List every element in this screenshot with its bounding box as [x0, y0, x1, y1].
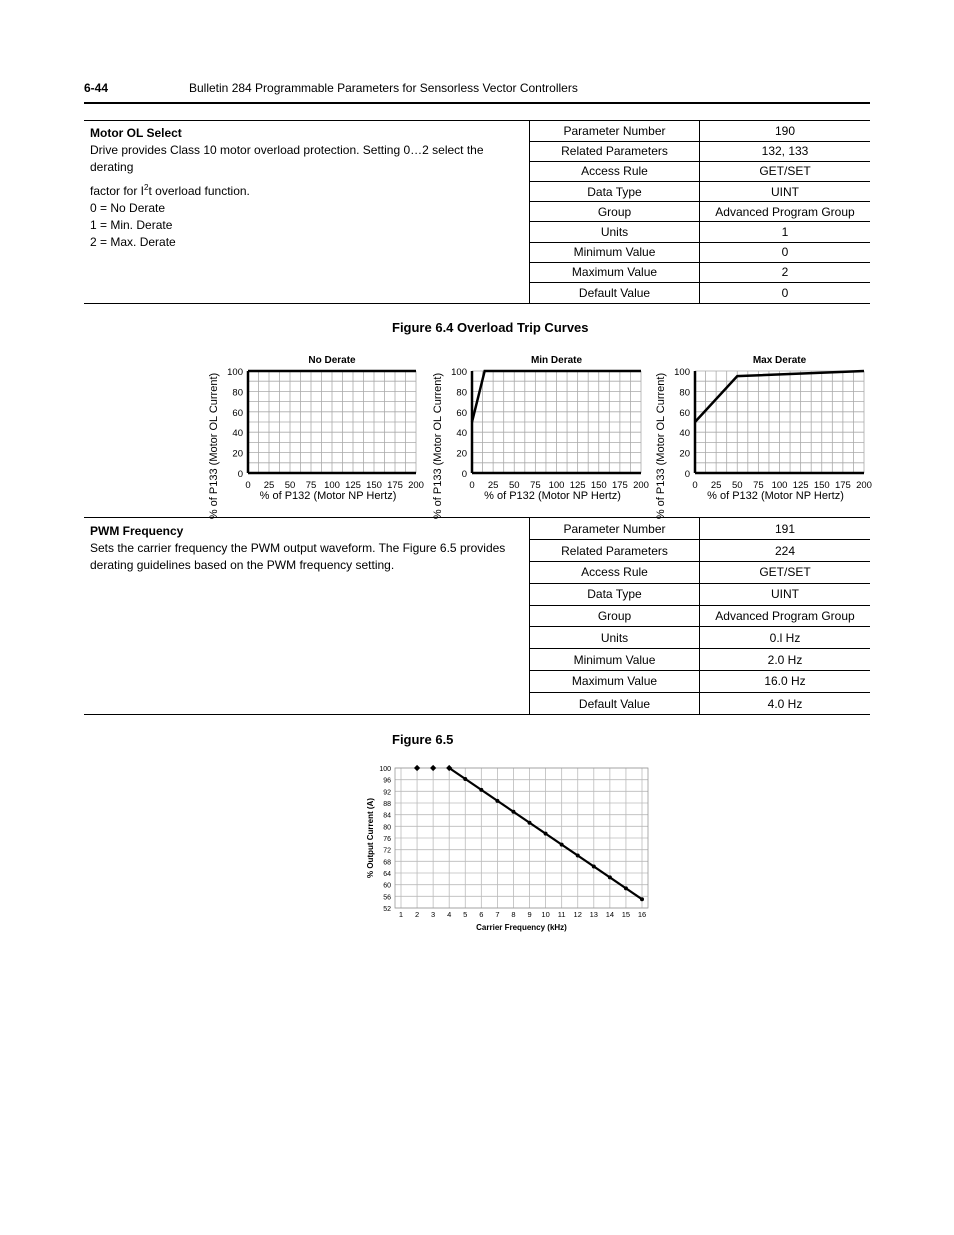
param-key: Access Rule	[530, 161, 700, 181]
param-key: Maximum Value	[530, 262, 700, 282]
param-key: Data Type	[530, 583, 700, 605]
y-tick-label: 40	[456, 428, 467, 440]
param-row	[530, 222, 871, 242]
param-value: 2	[700, 262, 871, 282]
param-key: Minimum Value	[530, 649, 700, 671]
page-number: 6-44	[84, 81, 109, 95]
y-tick-label: 20	[232, 448, 243, 460]
x-tick-label: 10	[541, 910, 550, 919]
desc-text: t overload function.	[148, 184, 250, 198]
param-key: Default Value	[530, 692, 700, 714]
x-tick-label: 175	[834, 480, 851, 491]
param-row	[530, 262, 871, 282]
param-value: 0	[700, 242, 871, 262]
y-tick-label: 80	[383, 824, 391, 832]
chart-title: Min Derate	[530, 355, 583, 366]
pwm-section	[84, 517, 870, 715]
data-point	[479, 788, 483, 792]
x-tick-label: 3	[431, 910, 436, 919]
y-tick-label: 0	[684, 469, 690, 480]
param-value: UINT	[700, 583, 871, 605]
y-tick-label: 60	[456, 407, 467, 419]
x-tick-label: 9	[527, 910, 532, 919]
chart-title: Max Derate	[752, 355, 807, 366]
param-value: Advanced Program Group	[700, 605, 871, 627]
param-row	[530, 605, 871, 627]
param-row	[530, 242, 871, 262]
y-axis-label: % of P133 (Motor OL Current)	[655, 372, 667, 520]
param-key: Maximum Value	[530, 671, 700, 693]
param-value: 0	[700, 283, 871, 303]
data-point	[560, 843, 564, 847]
data-point	[414, 765, 420, 771]
x-tick-label: 175	[611, 480, 628, 491]
param-row	[530, 692, 871, 714]
data-point	[511, 810, 515, 814]
figure-6-5-caption: Figure 6.5	[392, 732, 454, 747]
param-value: 191	[700, 518, 871, 540]
param-row	[530, 202, 871, 222]
x-tick-label: 4	[447, 910, 452, 919]
param-value: 132, 133	[700, 141, 871, 161]
y-tick-label: 0	[461, 469, 467, 480]
param-row	[530, 671, 871, 693]
x-tick-label: 2	[414, 910, 420, 919]
param-value: 4.0 Hz	[700, 692, 871, 714]
x-tick-label: 50	[284, 480, 296, 491]
param-row	[530, 141, 871, 161]
param-key: Minimum Value	[530, 242, 700, 262]
motor-ol-section	[84, 120, 870, 304]
x-tick-label: 150	[366, 480, 382, 491]
x-tick-label: 125	[569, 480, 586, 491]
param-key: Default Value	[530, 283, 700, 303]
motor-ol-params-table	[529, 121, 870, 303]
data-point	[528, 821, 532, 825]
y-tick-label: 60	[679, 407, 690, 419]
y-tick-label: 0	[237, 469, 243, 480]
x-axis-label: % of P132 (Motor NP Hertz)	[259, 490, 397, 502]
data-point	[463, 777, 467, 781]
param-value: 190	[700, 121, 871, 141]
param-key: Parameter Number	[530, 121, 700, 141]
x-tick-label: 75	[305, 480, 317, 491]
pwm-name: PWM Frequency	[90, 524, 184, 538]
param-row	[530, 649, 871, 671]
param-value: 2.0 Hz	[700, 649, 871, 671]
y-axis-label: % Output Current (A)	[366, 798, 375, 878]
data-point	[640, 897, 644, 901]
param-row	[530, 518, 871, 540]
pwm-derating-chart	[360, 758, 660, 938]
x-tick-label: 100	[548, 480, 565, 491]
x-tick-label: 0	[245, 480, 251, 491]
param-row	[530, 540, 871, 562]
figure-6-4-caption: Figure 6.4 Overload Trip Curves	[392, 320, 589, 335]
param-value: 224	[700, 540, 871, 562]
x-tick-label: 25	[487, 480, 499, 491]
y-tick-label: 60	[383, 882, 391, 890]
x-tick-label: 175	[387, 480, 403, 491]
y-tick-label: 92	[383, 789, 391, 797]
y-tick-label: 40	[679, 428, 690, 440]
data-point	[495, 799, 499, 803]
x-tick-label: 11	[557, 910, 566, 919]
x-tick-label: 200	[408, 480, 424, 491]
x-tick-label: 125	[792, 480, 809, 491]
x-tick-label: 100	[771, 480, 788, 491]
param-row	[530, 182, 871, 202]
y-tick-label: 20	[679, 448, 690, 460]
x-tick-label: 16	[637, 910, 647, 919]
x-tick-label: 125	[345, 480, 361, 491]
param-value: 0.l Hz	[700, 627, 871, 649]
option-2: 2 = Max. Derate	[90, 235, 176, 249]
y-tick-label: 100	[451, 367, 467, 378]
x-tick-label: 150	[590, 480, 607, 491]
data-point	[592, 864, 596, 868]
param-row	[530, 283, 871, 303]
param-key: Units	[530, 627, 700, 649]
y-tick-label: 100	[379, 766, 391, 773]
y-tick-label: 40	[232, 428, 243, 440]
y-tick-label: 100	[227, 367, 243, 378]
x-tick-label: 6	[479, 910, 484, 919]
x-tick-label: 75	[530, 480, 541, 491]
param-key: Group	[530, 605, 700, 627]
y-axis-label: % of P133 (Motor OL Current)	[432, 372, 444, 520]
x-tick-label: 1	[398, 910, 404, 919]
param-key: Parameter Number	[530, 518, 700, 540]
param-value: 1	[700, 222, 871, 242]
chart-title: No Derate	[308, 355, 356, 366]
x-axis-label: % of P132 (Motor NP Hertz)	[484, 490, 621, 502]
y-tick-label: 76	[383, 836, 391, 843]
data-point	[430, 765, 436, 771]
desc-text: factor for I	[90, 184, 145, 198]
y-tick-label: 80	[232, 387, 243, 399]
page-header-title: Bulletin 284 Programmable Parameters for Sensorless Vector Controllers	[189, 81, 578, 95]
superscript: 2	[144, 183, 149, 192]
data-point	[576, 854, 580, 858]
motor-ol-description	[90, 125, 526, 251]
y-tick-label: 84	[383, 812, 391, 820]
param-key: Group	[530, 202, 700, 222]
motor-ol-name: Motor OL Select	[90, 126, 182, 140]
y-axis-label: % of P133 (Motor OL Current)	[208, 372, 220, 520]
param-value: Advanced Program Group	[700, 202, 871, 222]
x-tick-label: 0	[469, 480, 475, 491]
x-tick-label: 50	[508, 480, 520, 491]
x-tick-label: 15	[621, 910, 631, 919]
x-tick-label: 7	[495, 910, 500, 919]
y-tick-label: 60	[232, 407, 243, 419]
pwm-params-table	[529, 518, 870, 714]
x-tick-label: 0	[692, 480, 698, 491]
y-tick-label: 88	[383, 801, 391, 808]
y-tick-label: 80	[679, 387, 690, 399]
y-tick-label: 52	[383, 906, 391, 913]
y-tick-label: 80	[456, 387, 467, 399]
overload-trip-curves	[200, 346, 872, 520]
param-value: GET/SET	[700, 161, 871, 181]
x-tick-label: 8	[511, 910, 516, 919]
header-rule	[84, 102, 870, 104]
option-1: 1 = Min. Derate	[90, 218, 173, 232]
param-key: Related Parameters	[530, 540, 700, 562]
data-point	[544, 832, 548, 836]
x-tick-label: 200	[633, 480, 649, 491]
param-key: Access Rule	[530, 562, 700, 584]
x-tick-label: 25	[263, 480, 275, 491]
x-tick-label: 75	[753, 480, 764, 491]
param-row	[530, 583, 871, 605]
param-key: Data Type	[530, 182, 700, 202]
option-0: 0 = No Derate	[90, 201, 166, 215]
param-row	[530, 121, 871, 141]
x-tick-label: 12	[573, 910, 582, 919]
x-tick-label: 50	[731, 480, 743, 491]
param-key: Related Parameters	[530, 141, 700, 161]
x-tick-label: 100	[324, 480, 340, 491]
y-tick-label: 64	[383, 871, 391, 878]
y-tick-label: 20	[456, 448, 467, 460]
pwm-desc-text: Sets the carrier frequency the PWM output waveform. The Figure 6.5 provides derating guidelines based on the PWM frequency setting.	[90, 541, 506, 572]
x-tick-label: 14	[605, 910, 615, 919]
y-tick-label: 72	[383, 847, 391, 855]
x-tick-label: 5	[463, 910, 468, 919]
motor-ol-desc-line2	[90, 179, 526, 200]
param-key: Units	[530, 222, 700, 242]
data-point	[608, 875, 612, 879]
y-tick-label: 56	[383, 894, 391, 902]
y-tick-label: 96	[383, 777, 391, 785]
motor-ol-desc-line1: Drive provides Class 10 motor overload protection. Setting 0…2 select the derating	[90, 143, 484, 174]
x-axis-label: % of P132 (Motor NP Hertz)	[707, 490, 844, 502]
param-row	[530, 161, 871, 181]
y-tick-label: 100	[674, 367, 690, 378]
x-tick-label: 200	[856, 480, 872, 491]
x-tick-label: 150	[813, 480, 830, 491]
param-value: UINT	[700, 182, 871, 202]
pwm-description	[90, 523, 526, 574]
param-row	[530, 627, 871, 649]
param-value: GET/SET	[700, 562, 871, 584]
param-value: 16.0 Hz	[700, 671, 871, 693]
x-tick-label: 25	[710, 480, 722, 491]
data-point	[624, 886, 628, 890]
param-row	[530, 562, 871, 584]
x-axis-label: Carrier Frequency (kHz)	[476, 923, 567, 932]
x-tick-label: 13	[589, 910, 598, 919]
y-tick-label: 68	[383, 859, 391, 867]
